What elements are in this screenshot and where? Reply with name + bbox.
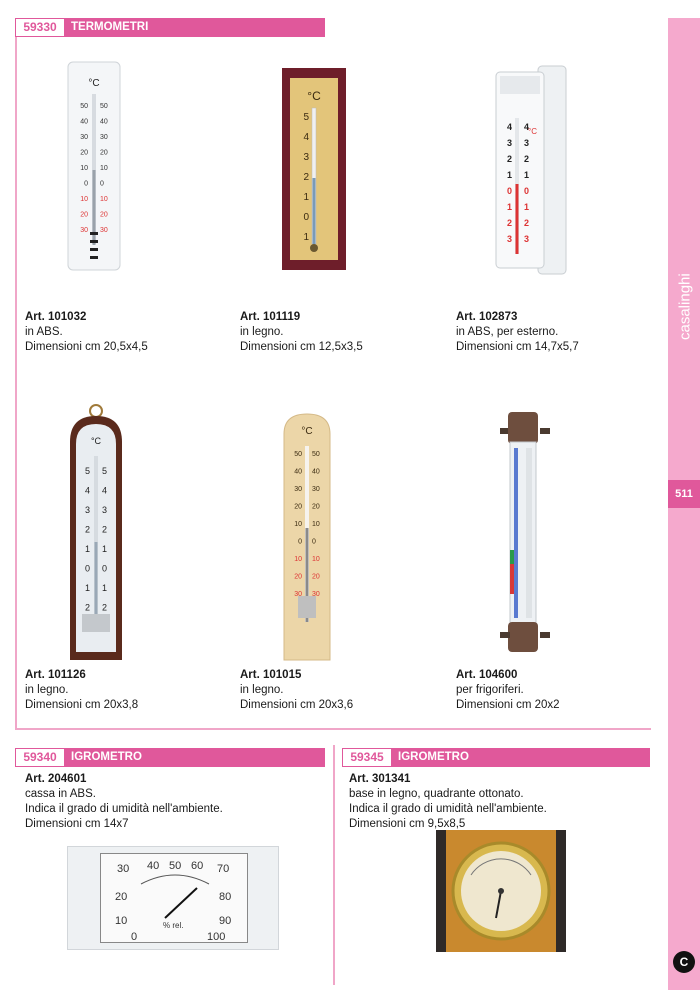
scale-label: 4 [524,122,530,132]
thermometer-101119-image [282,68,346,270]
product-desc: in legno. [240,326,284,338]
section-title: TERMOMETRI [71,21,149,33]
scale-label: 10 [80,165,88,172]
product-desc: in legno. [25,684,69,696]
thermometer-101015-image [282,410,332,662]
scale-label: 2 [84,602,90,613]
scale-label: 3 [506,234,512,244]
scale-label: 30 [294,486,302,493]
scale-label: 0 [312,538,316,546]
product-dim: Dimensioni cm 12,5x3,5 [240,341,363,353]
scale-label: 50 [294,451,302,458]
scale-label: 4 [303,132,309,143]
scale-label: 1 [506,170,512,180]
scale-label: 1 [84,583,90,593]
dial-label: 30 [117,863,130,875]
scale-label: 50 [312,451,320,458]
dial-label: 80 [219,891,232,903]
thermo-unit: °C [88,78,100,89]
scale-label: 0 [524,186,530,196]
scale-label: 40 [294,468,302,476]
scale-label: 1 [524,170,530,180]
scale-label: 3 [102,505,108,515]
hygrometer-204601-image [67,846,279,950]
igrometro-divider [333,745,335,985]
scale-label: 1 [303,192,309,203]
dial-label: 100 [207,931,226,943]
thermometer-102873-image [492,64,572,276]
product-204601 [25,772,223,832]
product-101015 [240,668,353,713]
scale-label: 2 [524,218,530,228]
dial-unit: % rel. [163,921,184,930]
product-art: Art. 301341 [349,773,411,785]
thermometer-101032-image [66,60,122,272]
section-bottom-border [15,728,651,730]
scale-label: 2 [506,154,512,164]
scale-label: 20 [312,573,320,581]
scale-label: 2 [506,218,512,228]
product-art: Art. 101119 [240,311,301,323]
hygrometer-dial [101,854,249,944]
product-desc: in ABS. [25,326,63,338]
scale-label: 30 [312,486,320,493]
scale-label: 0 [100,180,104,188]
thermo-unit: °C [301,426,313,437]
product-desc: in ABS, per esterno. [456,326,559,338]
scale-label: 10 [312,556,320,563]
scale-label: 1 [506,202,512,212]
product-art: Art. 204601 [25,773,87,785]
thermo-unit: °C [90,436,102,446]
thermo-unit: °C [528,127,537,136]
thermometer-101126-image [68,402,124,664]
scale-label: 1 [102,544,108,554]
scale-label: 30 [312,591,320,598]
scale-label: 0 [506,186,512,196]
scale-label: 5 [303,112,309,123]
product-dim: Dimensioni cm 20x2 [456,699,560,711]
section-left-border [15,18,17,730]
section-header-igrometro-59340 [15,748,325,767]
hygrometer-301341-image [436,830,566,952]
product-dim: Dimensioni cm 20x3,8 [25,699,139,711]
scale-label: 20 [294,573,302,581]
product-art: Art. 104600 [456,669,518,681]
scale-label: 1 [303,232,309,243]
product-101032 [25,310,148,355]
scale-label: 40 [80,118,88,126]
product-desc: base in legno, quadrante ottonato. [349,788,524,800]
product-301341 [349,772,547,832]
product-desc-2: Indica il grado di umidità nell'ambiente. [349,803,547,815]
scale-label: 30 [80,227,88,234]
scale-label: 3 [524,138,530,148]
product-desc-2: Indica il grado di umidità nell'ambiente. [25,803,223,815]
product-art: Art. 101015 [240,669,302,681]
scale-label: 50 [80,103,88,110]
product-dim: Dimensioni cm 20x3,6 [240,699,354,711]
product-101126 [25,668,138,713]
scale-label: 2 [303,172,309,183]
product-art: Art. 101032 [25,311,87,323]
section-header-termometri [15,18,325,37]
scale-label: 3 [524,234,530,244]
scale-label: 0 [102,563,108,574]
dial-label: 0 [131,931,138,943]
section-code: 59340 [15,748,65,767]
scale-label: 30 [294,591,302,598]
product-desc: in legno. [240,684,284,696]
scale-label: 30 [100,227,108,234]
product-104600 [456,668,560,713]
scale-label: 20 [100,149,108,157]
scale-label: 10 [80,196,88,203]
scale-label: 10 [100,165,108,172]
scale-label: 30 [80,134,88,141]
section-code: 59345 [342,748,392,767]
scale-label: 0 [303,212,309,223]
dial-label: 90 [219,915,232,927]
scale-label: 10 [312,521,320,528]
scale-label: 3 [303,152,309,163]
scale-label: 3 [506,138,512,148]
product-101119 [240,310,363,355]
scale-label: 3 [84,505,90,515]
scale-label: 10 [100,196,108,203]
scale-label: 2 [524,154,530,164]
dial-label: 70 [217,863,230,875]
product-dim: Dimensioni cm 20,5x4,5 [25,341,148,353]
scale-label: 4 [102,485,108,496]
dial-label: 60 [191,860,204,872]
section-title: IGROMETRO [398,751,469,763]
dial-label: 40 [147,860,160,872]
dial-label: 10 [115,915,128,927]
scale-label: 10 [294,521,302,528]
scale-label: 4 [506,122,512,132]
product-dim: Dimensioni cm 14x7 [25,818,129,830]
scale-label: 40 [100,118,108,126]
scale-label: 30 [100,134,108,141]
product-desc: cassa in ABS. [25,788,96,800]
scale-label: 2 [102,602,108,613]
scale-label: 0 [84,180,88,188]
scale-label: 20 [80,211,88,219]
product-desc: per frigoriferi. [456,684,524,696]
scale-label: 20 [294,503,302,511]
thermometer-104600-image [496,410,554,654]
page-number: 511 [668,480,700,508]
scale-label: 4 [84,485,90,496]
scale-label: 20 [100,211,108,219]
scale-label: 2 [102,524,108,535]
side-category-label: casalinghi [676,273,694,340]
scale-label: 2 [84,524,90,535]
scale-label: 10 [294,556,302,563]
product-art: Art. 101126 [25,669,86,681]
section-code: 59330 [15,18,65,37]
brand-logo-icon: C [673,951,695,973]
scale-label: 1 [84,544,90,554]
product-dim: Dimensioni cm 14,7x5,7 [456,341,579,353]
dial-label: 20 [115,891,128,903]
thermo-unit: °C [307,89,321,103]
product-102873 [456,310,579,355]
scale-label: 20 [80,149,88,157]
scale-label: 5 [84,466,90,476]
product-art: Art. 102873 [456,311,518,323]
scale-label: 1 [102,583,108,593]
dial-label: 50 [169,860,182,872]
section-title: IGROMETRO [71,751,142,763]
product-dim: Dimensioni cm 9,5x8,5 [349,818,466,830]
scale-label: 5 [102,466,108,476]
scale-label: 40 [312,468,320,476]
scale-label: 1 [524,202,530,212]
scale-label: 0 [84,563,90,574]
scale-label: 0 [298,538,302,546]
scale-label: 20 [312,503,320,511]
section-header-igrometro-59345 [342,748,650,767]
scale-label: 50 [100,103,108,110]
